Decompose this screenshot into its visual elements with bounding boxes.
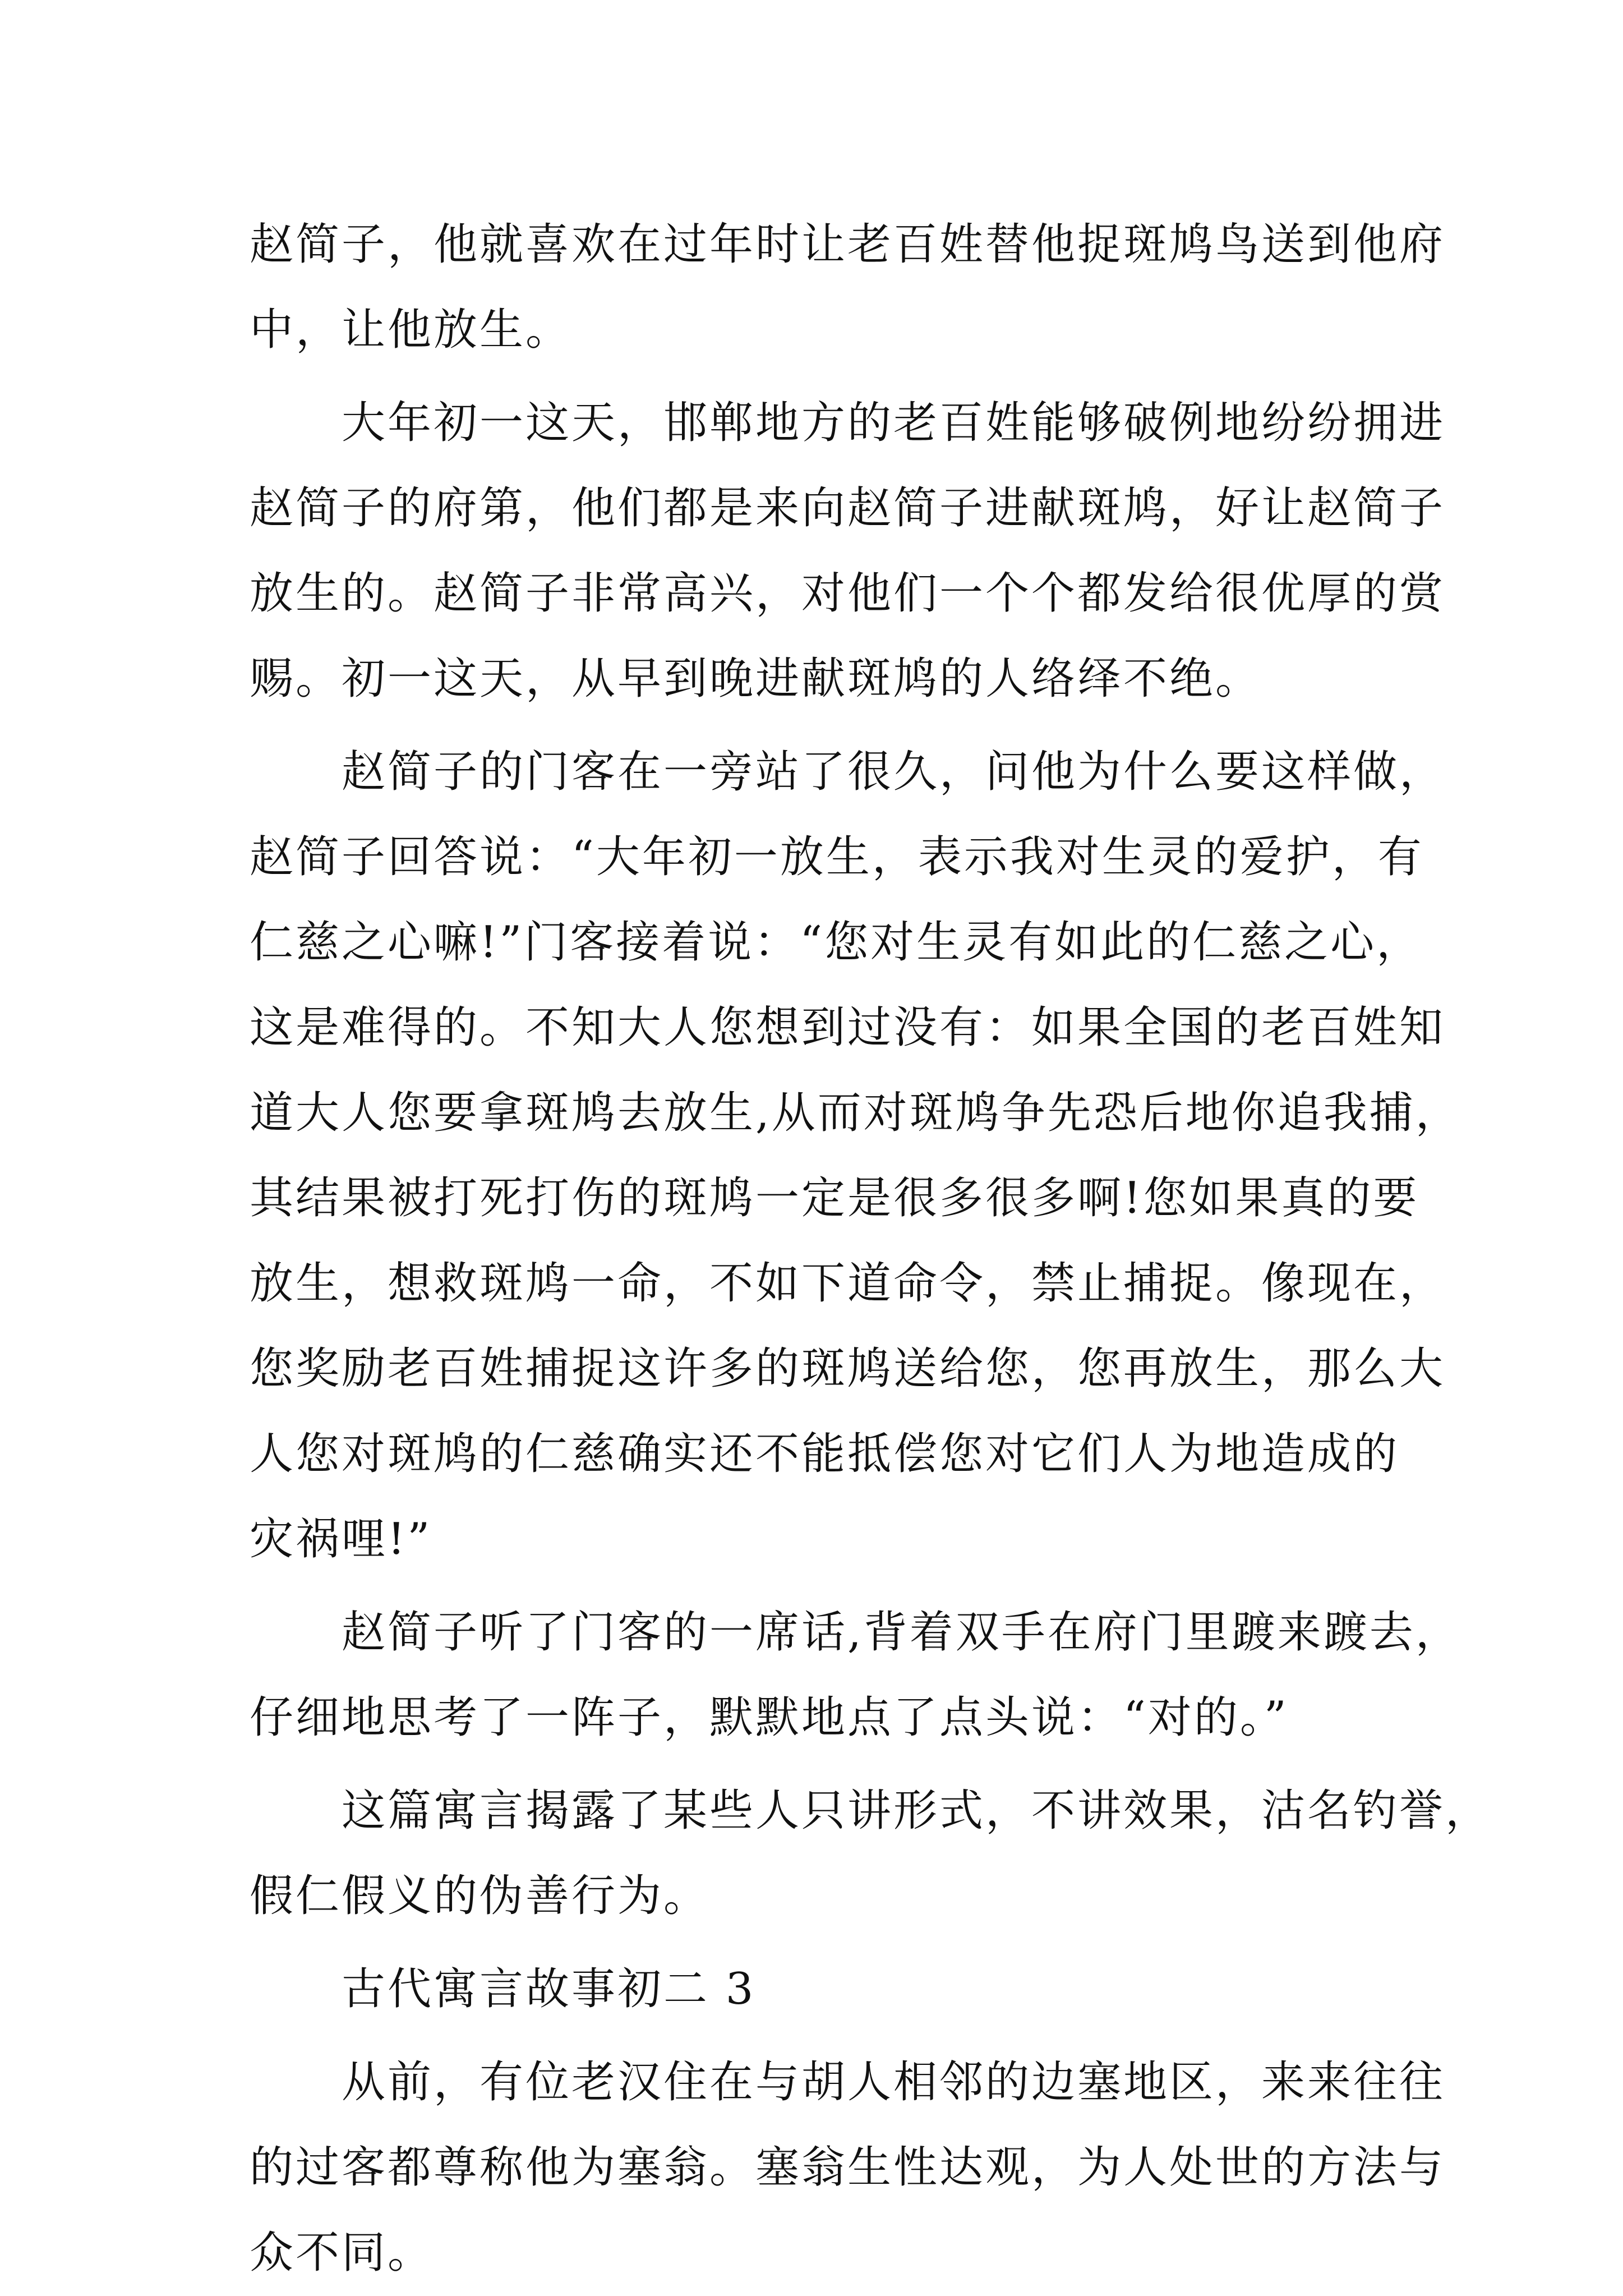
paragraph-1 bbox=[250, 202, 1446, 372]
text-line: 放生的。赵简子非常高兴，对他们一个个都发给很优厚的赏 bbox=[250, 568, 1446, 619]
text-line: 赐。初一这天，从早到晚进献斑鸠的人络绎不绝。 bbox=[250, 654, 1262, 704]
text-line: 仁慈之心嘛!”门客接着说：“您对生灵有如此的仁慈之心， bbox=[250, 917, 1423, 968]
text-line: 的过客都尊称他为塞翁。塞翁生性达观，为人处世的方法与 bbox=[250, 2142, 1446, 2193]
paragraph-2 bbox=[250, 380, 1446, 721]
document-body bbox=[250, 202, 1492, 2295]
text-line: 您奖励老百姓捕捉这许多的斑鸠送给您，您再放生，那么大 bbox=[250, 1343, 1446, 1394]
text-line: 赵简子的门客在一旁站了很久，问他为什么要这样做， bbox=[342, 747, 1446, 797]
text-line: 这篇寓言揭露了某些人只讲形式，不讲效果，沽名钓誉， bbox=[342, 1786, 1492, 1836]
text-line: 人您对斑鸠的仁慈确实还不能抵偿您对它们人为地造成的 bbox=[250, 1429, 1400, 1479]
text-line: 放生，想救斑鸠一命，不如下道命令，禁止捕捉。像现在， bbox=[250, 1258, 1446, 1309]
text-line: 其结果被打死打伤的斑鸠一定是很多很多啊!您如果真的要 bbox=[250, 1173, 1419, 1223]
text-line: 赵简子，他就喜欢在过年时让老百姓替他捉斑鸠鸟送到他府 bbox=[250, 219, 1446, 270]
paragraph-5 bbox=[250, 1768, 1492, 1939]
text-line: 赵简子的府第，他们都是来向赵简子进献斑鸠，好让赵简子 bbox=[250, 483, 1446, 533]
paragraph-4 bbox=[250, 1590, 1461, 1760]
text-line: 这是难得的。不知大人您想到过没有：如果全国的老百姓知 bbox=[250, 1002, 1446, 1053]
paragraph-6 bbox=[250, 2040, 1446, 2295]
text-line: 赵简子听了门客的一席话,背着双手在府门里踱来踱去， bbox=[342, 1607, 1461, 1658]
text-line: 大年初一这天，邯郸地方的老百姓能够破例地纷纷拥进 bbox=[342, 398, 1446, 448]
text-line: 灾祸哩!” bbox=[250, 1514, 432, 1565]
section-heading bbox=[250, 1947, 1382, 2032]
text-line: 中，让他放生。 bbox=[250, 305, 572, 355]
text-line: 仔细地思考了一阵子，默默地点了点头说：“对的。” bbox=[250, 1692, 1289, 1743]
text-line: 从前，有位老汉住在与胡人相邻的边塞地区，来来往往 bbox=[342, 2057, 1446, 2108]
text-line: 古代寓言故事初二 3 bbox=[342, 1964, 756, 2014]
text-line: 众不同。 bbox=[250, 2228, 434, 2278]
text-line: 道大人您要拿斑鸠去放生,从而对斑鸠争先恐后地你追我捕， bbox=[250, 1088, 1461, 1138]
text-line: 赵简子回答说：“大年初一放生，表示我对生灵的爱护，有 bbox=[250, 832, 1424, 882]
text-line: 假仁假义的伪善行为。 bbox=[250, 1871, 710, 1921]
paragraph-3 bbox=[250, 729, 1461, 1582]
